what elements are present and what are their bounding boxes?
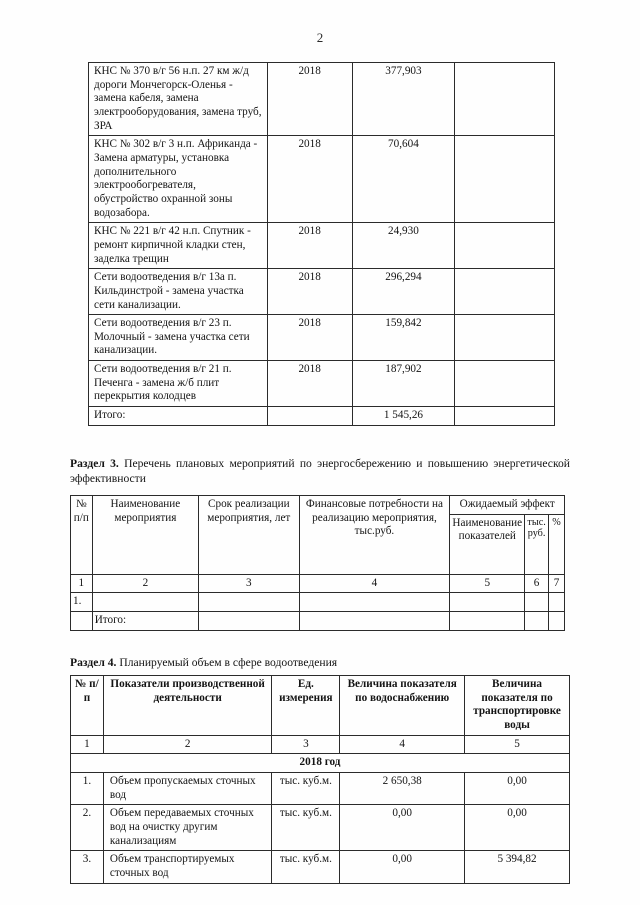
work-amount: 70,604 (352, 136, 455, 223)
table-header-row (71, 676, 570, 736)
table-row (89, 63, 555, 136)
work-amount: 296,294 (352, 269, 455, 315)
table-row (89, 315, 555, 361)
total-rub (525, 611, 549, 630)
row-term (199, 593, 299, 612)
colnum-4: 4 (340, 735, 465, 754)
work-extra (455, 315, 555, 361)
works-total-extra (455, 407, 555, 426)
work-description: КНС № 302 в/г 3 н.п. Африканда - Замена арматуры, установка дополнительного электрообогревателя, обустройство охранной зоны водозабора. (89, 136, 268, 223)
table-row (71, 851, 570, 883)
header-measure-name: Наименование мероприятия (92, 496, 198, 575)
table-row (71, 805, 570, 851)
work-extra (455, 269, 555, 315)
row-unit: тыс. куб.м. (272, 851, 340, 883)
header-term: Срок реализации мероприятия, лет (199, 496, 299, 575)
total-term (199, 611, 299, 630)
work-extra (455, 136, 555, 223)
works-total-label: Итого: (89, 407, 268, 426)
work-description: Сети водоотведения в/г 23 п. Молочный - замена участка сети канализации. (89, 315, 268, 361)
energy-measures-table (70, 495, 565, 631)
row-np: 1. (71, 772, 104, 804)
colnum-5: 5 (450, 574, 525, 593)
work-amount: 187,902 (352, 361, 455, 407)
total-finance (299, 611, 450, 630)
work-year: 2018 (267, 361, 352, 407)
header-finance: Финансовые потребности на реализацию мероприятия, тыс.руб. (299, 496, 450, 575)
colnum-3: 3 (272, 735, 340, 754)
header-np: № п/п (71, 676, 104, 736)
row-value-transport: 0,00 (465, 772, 570, 804)
row-rub (525, 593, 549, 612)
section3-heading (70, 456, 570, 487)
row-unit: тыс. куб.м. (272, 772, 340, 804)
colnum-4: 4 (299, 574, 450, 593)
work-year: 2018 (267, 63, 352, 136)
work-amount: 159,842 (352, 315, 455, 361)
section4-text: Планируемый объем в сфере водоотведения (119, 656, 338, 669)
table-row (89, 223, 555, 269)
table-row (89, 361, 555, 407)
total-label: Итого: (92, 611, 198, 630)
colnum-6: 6 (525, 574, 549, 593)
section3-label: Раздел 3. (70, 457, 119, 470)
colnum-7: 7 (549, 574, 565, 593)
row-indicator: Объем пропускаемых сточных вод (103, 772, 272, 804)
row-pct (549, 593, 565, 612)
section4-heading (70, 655, 570, 670)
colnum-5: 5 (465, 735, 570, 754)
table-row (89, 136, 555, 223)
colnum-1: 1 (71, 574, 93, 593)
row-value-transport: 5 394,82 (465, 851, 570, 883)
work-year: 2018 (267, 223, 352, 269)
header-unit: Ед. измерения (272, 676, 340, 736)
row-value-transport: 0,00 (465, 805, 570, 851)
table-header-row (71, 496, 565, 515)
header-production-indicators: Показатели производственной деятельности (103, 676, 272, 736)
work-description: КНС № 370 в/г 56 н.п. 27 км ж/д дороги Мончегорск-Оленья - замена кабеля, замена электрооборудования, замена труб, ЗРА (89, 63, 268, 136)
work-amount: 377,903 (352, 63, 455, 136)
page-number: 2 (316, 30, 324, 45)
table-column-number-row (71, 735, 570, 754)
header-percent: % (549, 514, 565, 574)
work-extra (455, 63, 555, 136)
works-table (88, 62, 555, 426)
colnum-3: 3 (199, 574, 299, 593)
table-row (71, 772, 570, 804)
work-year: 2018 (267, 315, 352, 361)
row-np: 2. (71, 805, 104, 851)
work-description: Сети водоотведения в/г 13а п. Кильдинстрой - замена участка сети канализации. (89, 269, 268, 315)
work-year: 2018 (267, 269, 352, 315)
section4-label: Раздел 4. (70, 656, 117, 669)
row-indicator: Объем транспортируемых сточных вод (103, 851, 272, 883)
work-extra (455, 223, 555, 269)
works-total-year (267, 407, 352, 426)
table-row (71, 593, 565, 612)
row-np: 3. (71, 851, 104, 883)
row-value-water-supply: 2 650,38 (340, 772, 465, 804)
work-description: Сети водоотведения в/г 21 п. Печенга - замена ж/б плит перекрытия колодцев (89, 361, 268, 407)
header-indicator-name: Наименование показателей (450, 514, 525, 574)
total-pct (549, 611, 565, 630)
row-value-water-supply: 0,00 (340, 805, 465, 851)
table-row (89, 269, 555, 315)
header-np: № п/п (71, 496, 93, 575)
section3-text: Перечень плановых мероприятий по энергосбережению и повышению энергетической эффективности (70, 457, 570, 486)
year-label: 2018 год (71, 754, 570, 773)
colnum-2: 2 (103, 735, 272, 754)
row-value-water-supply: 0,00 (340, 851, 465, 883)
work-amount: 24,930 (352, 223, 455, 269)
header-thousand-rub: тыс. руб. (525, 514, 549, 574)
total-indicator (450, 611, 525, 630)
colnum-2: 2 (92, 574, 198, 593)
table-total-row (71, 611, 565, 630)
planned-volume-table (70, 675, 570, 884)
header-value-transport: Величина показателя по транспортировке воды (465, 676, 570, 736)
works-total-amount: 1 545,26 (352, 407, 455, 426)
row-indicator (450, 593, 525, 612)
header-value-water-supply: Величина показателя по водоснабжению (340, 676, 465, 736)
table-total-row (89, 407, 555, 426)
colnum-1: 1 (71, 735, 104, 754)
table-year-row (71, 754, 570, 773)
row-indicator: Объем передаваемых сточных вод на очистку другим канализациям (103, 805, 272, 851)
row-unit: тыс. куб.м. (272, 805, 340, 851)
work-extra (455, 361, 555, 407)
row-np: 1. (71, 593, 93, 612)
total-np (71, 611, 93, 630)
work-year: 2018 (267, 136, 352, 223)
work-description: КНС № 221 в/г 42 н.п. Спутник - ремонт кирпичной кладки стен, заделка трещин (89, 223, 268, 269)
row-measure-name (92, 593, 198, 612)
row-finance (299, 593, 450, 612)
table-column-number-row (71, 574, 565, 593)
header-expected-effect: Ожидаемый эффект (450, 496, 565, 515)
